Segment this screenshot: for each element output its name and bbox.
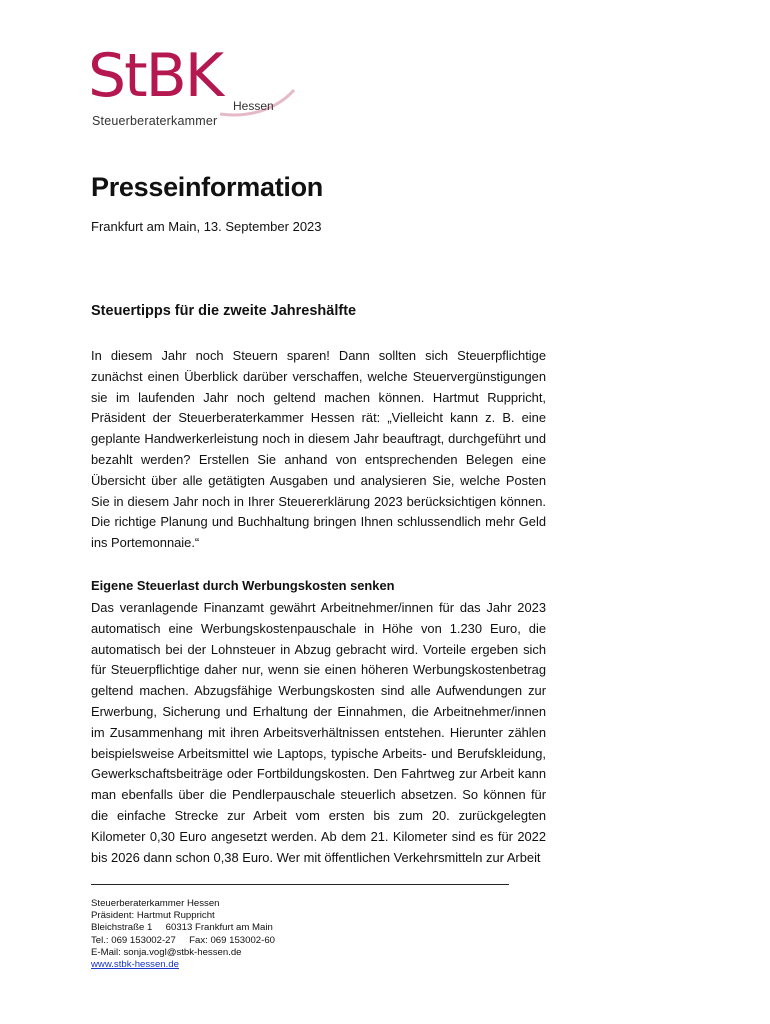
footer-divider	[91, 884, 509, 885]
footer-phone-fax: Tel.: 069 153002-27 Fax: 069 153002-60	[91, 934, 276, 946]
footer-email: E-Mail: sonja.vogl@stbk-hessen.de	[91, 946, 242, 958]
section-heading: Eigene Steuerlast durch Werbungskosten senken	[91, 578, 395, 593]
footer-website-link[interactable]: www.stbk-hessen.de	[91, 959, 179, 971]
headline: Steuertipps für die zweite Jahreshälfte	[91, 303, 357, 319]
footer-org-name: Steuerberaterkammer Hessen	[91, 898, 220, 909]
footer-contact	[91, 898, 275, 971]
logo-mark: StBK	[88, 41, 223, 111]
dateline: Frankfurt am Main, 13. September 2023	[91, 219, 322, 234]
section-paragraph: Das veranlagende Finanzamt gewährt Arbeitnehmer/innen für das Jahr 2023 automatisch eine Werbungskostenpauschale in Höhe von 1.230 Euro, die automatisch bei der Lohnsteuer in Abzug gebracht wird. Vorteile ergeben sich für Steuerpflichtige daher nur, wenn sie einen höheren Werbungskostenbetrag geltend machen. Abzugsfähige Werbungskosten sind alle Aufwendungen zur Erwerbung, Sicherung und Erhaltung der Einnahmen, die Arbeitnehmer/innen im Zusammenhang mit ihren Arbeitsverhältnissen entstehen. Hierunter zählen beispielsweise Arbeitsmittel wie Laptops, typische Arbeits- und Berufskleidung, Gewerkschaftsbeiträge oder Fortbildungskosten. Den Fahrtweg zur Arbeit kann man ebenfalls über die Pendlerpauschale steuerlich absetzen. So können für die einfache Strecke zur Arbeit vom ersten bis zum 20. zurückgelegten Kilometer 0,30 Euro angesetzt werden. Ab dem 21. Kilometer sind es für 2022 bis 2026 dann schon 0,38 Euro. Wer mit öffentlichen Verkehrsmitteln zur Arbeit	[91, 600, 546, 865]
footer-address: Bleichstraße 1 60313 Frankfurt am Main	[91, 922, 273, 934]
intro-paragraph: In diesem Jahr noch Steuern sparen! Dann sollten sich Steuerpflichtige zunächst einen Überblick darüber verschaffen, welche Steuervergünstigungen sie im laufenden Jahr noch geltend machen können. Hartmut Ruppricht, Präsident der Steuerberaterkammer Hessen rät: „Vielleicht kann z. B. eine geplante Handwerkerleistung noch in diesem Jahr beauftragt, durchgeführt und bezahlt werden? Erstellen Sie anhand von entsprechenden Belegen eine Übersicht über alle getätigten Ausgaben und analysieren Sie, welche Posten Sie in diesem Jahr noch in Ihrer Steuererklärung 2023 berücksichtigen können. Die richtige Planung und Buchhaltung bringen Ihnen schlussendlich mehr Geld ins Portemonnaie.“	[91, 348, 546, 551]
logo-region: Hessen	[233, 99, 274, 113]
page-title: Presseinformation	[91, 172, 323, 202]
stbk-logo	[88, 41, 308, 132]
logo-org-name: Steuerberaterkammer	[92, 114, 218, 128]
footer-president: Präsident: Hartmut Ruppricht	[91, 910, 215, 922]
